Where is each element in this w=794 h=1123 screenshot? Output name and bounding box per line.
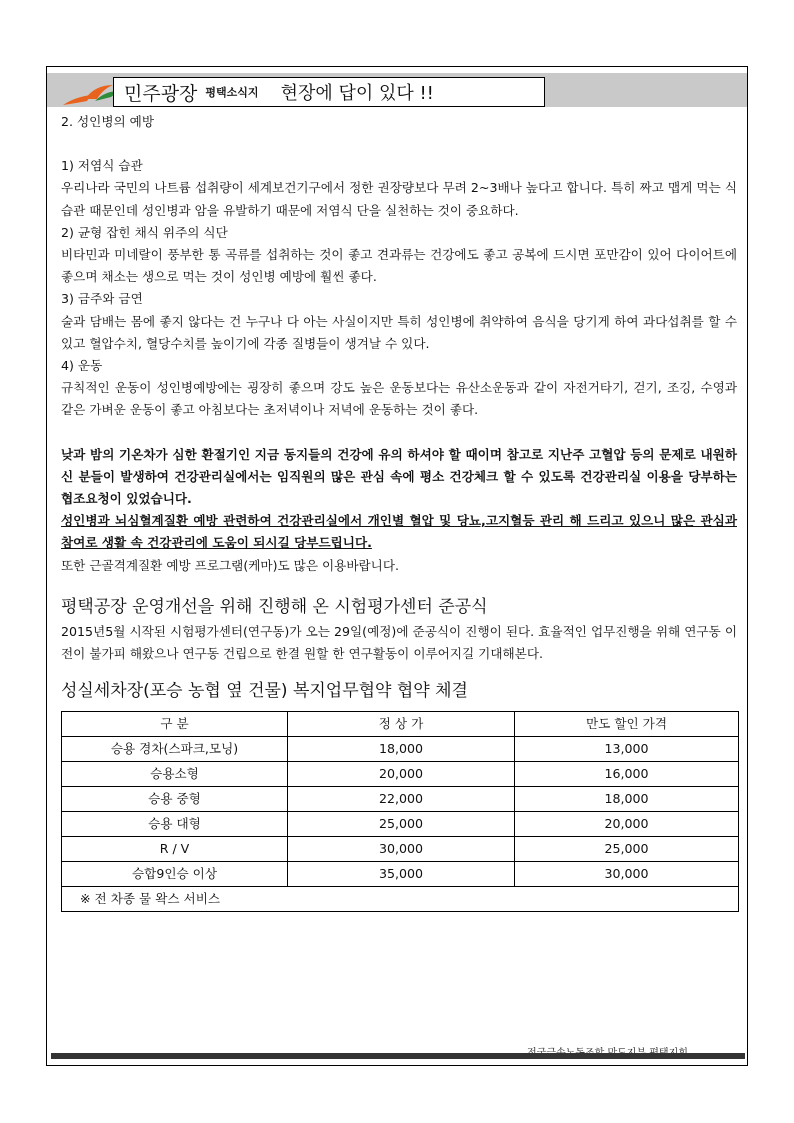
header-title-box [113, 77, 545, 107]
sub-brand: 평택소식지 [205, 86, 259, 99]
table-row [62, 837, 739, 862]
health-item-heading: 3) 금주와 금연 [61, 291, 143, 307]
health-item-body: 규칙적인 운동이 성인병예방에는 굉장히 좋으며 강도 높은 운동보다는 유산소운동과 같이 자전거타기, 걷기, 조깅, 수영과 같은 가벼운 운동이 좋고 아침보다는 초저녁이나 저녁에 운동하는 것이 좋다. [61, 380, 737, 418]
table-cell: 승용 대형 [62, 812, 288, 837]
column-header: 만도 할인 가격 [515, 712, 739, 737]
table-cell: R / V [62, 837, 288, 862]
table-cell: 20,000 [288, 762, 515, 787]
table-cell: 25,000 [515, 837, 739, 862]
section-title-carwash: 성실세차장(포승 농협 옆 건물) 복지업무협약 협약 체결 [61, 681, 468, 702]
table-cell: 18,000 [288, 737, 515, 762]
health-item-heading: 2) 균형 잡힌 채식 위주의 식단 [61, 224, 228, 240]
brand-name: 민주광장 [124, 82, 198, 105]
health-notice-underlined: 성인병과 뇌심혈계질환 예방 관련하여 건강관리실에서 개인별 혈압 및 당뇨,고지혈등 관리 해 드리고 있으니 많은 관심과 참여로 생활 속 건강관리에 도움이 되시길 당부드립니다. [61, 513, 737, 551]
table-row [62, 737, 739, 762]
table-cell: 30,000 [515, 862, 739, 887]
section-title-center: 평택공장 운영개선을 위해 진행해 온 시험평가센터 준공식 [61, 596, 488, 617]
section-title-health: 2. 성인병의 예방 [61, 114, 155, 129]
health-notice: 낮과 밤의 기온차가 심한 환절기인 지금 동지들의 건강에 유의 하셔야 할 때이며 참고로 지난주 고혈압 등의 문제로 내원하신 분들이 발생하여 건강관리실에서는 임직원의 많은 관심 속에 평소 건강체크 할 수 있도록 건강관리실 이용을 당부하는 협조요청이 있었습니다. [61, 446, 737, 507]
health-item-body: 비타민과 미네랄이 풍부한 통 곡류를 섭취하는 것이 좋고 견과류는 건강에도 좋고 공복에 드시면 포만감이 있어 다이어트에 좋으며 채소는 생으로 먹는 것이 성인병 예방에 훨씬 좋다. [61, 247, 737, 285]
column-header: 정 상 가 [288, 712, 515, 737]
table-header-row [62, 712, 739, 737]
table-cell: 승합9인승 이상 [62, 862, 288, 887]
table-cell: 35,000 [288, 862, 515, 887]
main-content [61, 111, 737, 912]
table-cell: 승용 중형 [62, 787, 288, 812]
carwash-price-table [61, 711, 739, 912]
page-frame [46, 66, 748, 1066]
health-item-body: 술과 담배는 몸에 좋지 않다는 건 누구나 다 아는 사실이지만 특히 성인병에 취약하여 음식을 당기게 하여 과다섭취를 할 수 있고 혈압수치, 혈당수치를 높이기에 각종 질병들이 생겨날 수 있다. [61, 313, 737, 351]
slogan: 현장에 답이 있다 !! [280, 83, 434, 104]
health-item-heading: 4) 운동 [61, 358, 103, 374]
health-item-heading: 1) 저염식 습관 [61, 158, 143, 174]
table-row [62, 787, 739, 812]
table-row [62, 862, 739, 887]
footer-bar [51, 1053, 745, 1059]
table-cell: 30,000 [288, 837, 515, 862]
health-notice-extra: 또한 근골격계질환 예방 프로그램(케마)도 많은 이용바랍니다. [61, 557, 399, 573]
table-cell: 승용 경차(스파크,모닝) [62, 737, 288, 762]
union-logo-icon [61, 79, 121, 109]
table-cell: 22,000 [288, 787, 515, 812]
table-cell: 13,000 [515, 737, 739, 762]
table-cell: 승용소형 [62, 762, 288, 787]
table-cell: 20,000 [515, 812, 739, 837]
table-row [62, 812, 739, 837]
column-header: 구 분 [62, 712, 288, 737]
table-cell: 16,000 [515, 762, 739, 787]
table-note: ※ 전 차종 물 왁스 서비스 [62, 887, 739, 912]
table-cell: 18,000 [515, 787, 739, 812]
table-note-row [62, 887, 739, 912]
center-body: 2015년5월 시작된 시험평가센터(연구동)가 오는 29일(예정)에 준공식이 진행이 된다. 효율적인 업무진행을 위해 연구동 이전이 불가피 해왔으나 연구동 건립으로 한결 원할 한 연구활동이 이루어지길 기대해본다. [61, 623, 737, 662]
table-row [62, 762, 739, 787]
health-item-body: 우리나라 국민의 나트륨 섭취량이 세계보건기구에서 정한 권장량보다 무려 2~3배나 높다고 합니다. 특히 짜고 맵게 먹는 식습관 때문인데 성인병과 암을 유발하기 때문에 저염식 단을 실천하는 것이 중요하다. [61, 180, 737, 218]
table-cell: 25,000 [288, 812, 515, 837]
